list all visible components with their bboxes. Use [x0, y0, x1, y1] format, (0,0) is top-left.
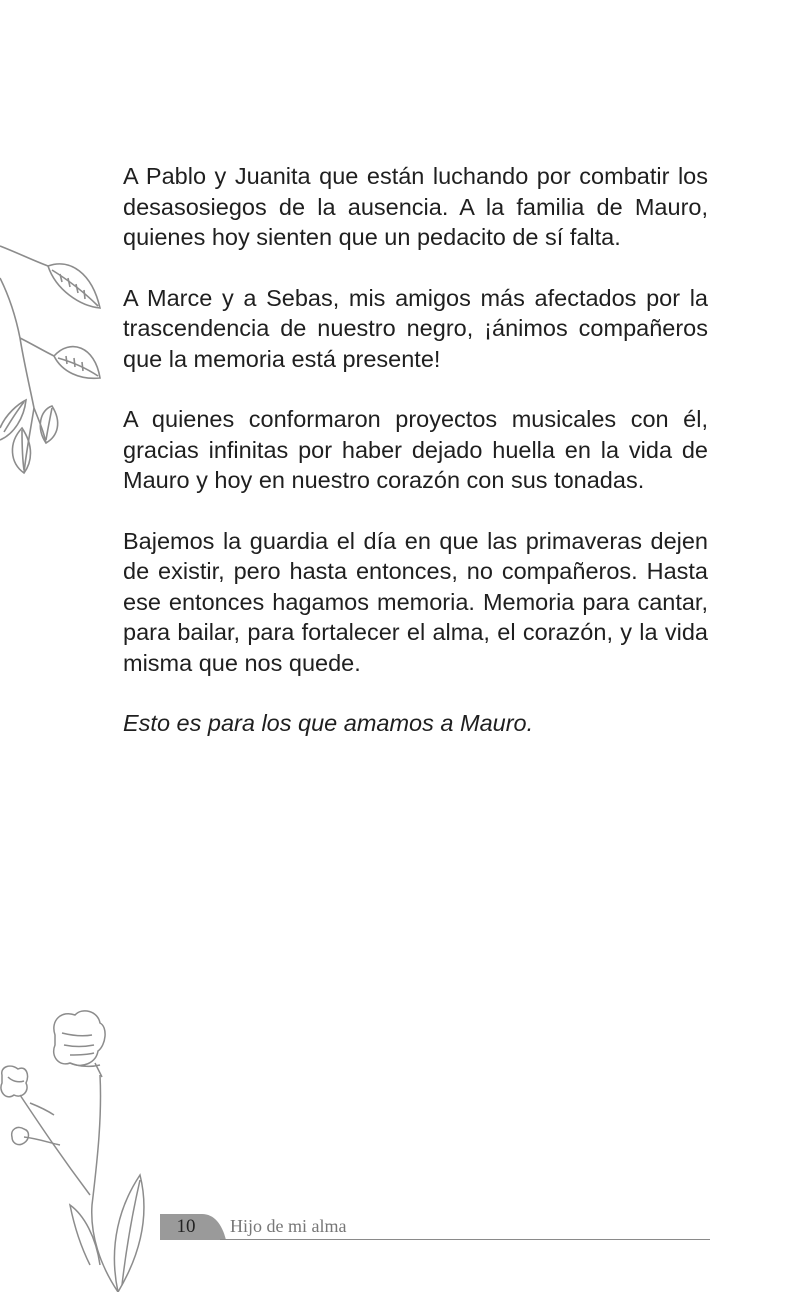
footer-rule: [220, 1239, 710, 1240]
running-title: Hijo de mi alma: [230, 1216, 347, 1236]
paragraph-dedication-musicians: A quienes conformaron proyectos musicales con él, gracias infinitas por haber dejado huella en la vida de Mauro y hoy en nuestro corazón con sus tonadas.: [123, 406, 708, 493]
paragraph-dedication-friends: A Marce y a Sebas, mis amigos más afectados por la trascendencia de nuestro negro, ¡ánimos compañeros que la memoria está presente!: [123, 284, 708, 372]
closing-line: Esto es para los que amamos a Mauro.: [123, 710, 534, 736]
main-text: [123, 161, 708, 769]
paragraph-dedication-family: A Pablo y Juanita que están luchando por combatir los desasosiegos de la ausencia. A la familia de Mauro, quienes hoy sienten que un pedacito de sí falta.: [123, 163, 708, 250]
leaf-branch-illustration: [0, 238, 110, 498]
page-footer: [160, 1214, 710, 1242]
paragraph-memory: Bajemos la guardia el día en que las primaveras dejen de existir, pero hasta entonces, no compañeros. Hasta ese entonces hagamos memoria. Memoria para cantar, para bailar, para fortalecer el alma, el corazón, y la vida misma que nos quede.: [123, 527, 708, 676]
page-number: 10: [176, 1216, 196, 1237]
flower-stems-illustration: [0, 1005, 170, 1292]
